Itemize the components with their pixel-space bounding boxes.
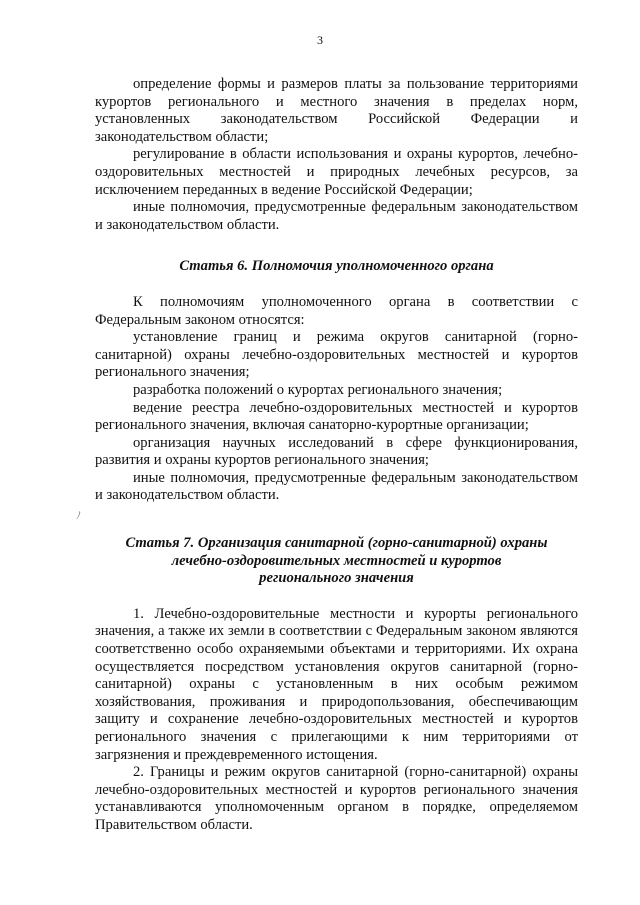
article-6-heading: Статья 6. Полномочия уполномоченного органа	[179, 258, 494, 275]
scan-mark: ﾉ	[76, 511, 81, 522]
paragraph: 2. Границы и режим округов санитарной (горно-санитарной) охраны лечебно-оздоровительных местностей и курортов регионального значения устанавливаются уполномоченным органом в порядке, определяемом Правительством области.	[95, 764, 578, 833]
article-7-heading-line: Статья 7. Организация санитарной (горно-санитарной) охраны	[125, 535, 548, 552]
paragraph: организация научных исследований в сфере функционирования, развития и охраны курортов регионального значения;	[95, 434, 578, 469]
paragraph: регулирование в области использования и охраны курортов, лечебно-оздоровительных местностей и природных лечебных ресурсов, за исключением переданных в ведение Российской Федерации;	[95, 146, 578, 198]
article-7-heading	[95, 535, 578, 588]
paragraph: иные полномочия, предусмотренные федеральным законодательством и законодательством области.	[95, 199, 578, 233]
paragraph: К полномочиям уполномоченного органа в соответствии с Федеральным законом относятся:	[95, 293, 578, 328]
document-body	[95, 76, 578, 835]
paragraph: разработка положений о курортах регионального значения;	[133, 381, 503, 398]
page-number: 3	[317, 33, 323, 47]
article-7-heading-line: лечебно-оздоровительных местностей и курортов	[171, 552, 502, 569]
article-7-heading-line: регионального значения	[259, 570, 414, 587]
paragraph: иные полномочия, предусмотренные федеральным законодательством и законодательством области.	[95, 469, 578, 504]
paragraph: определение формы и размеров платы за пользование территориями курортов регионального и местного значения в пределах норм, установленных законодательством Российской Федерации и законодательством области;	[95, 76, 578, 145]
paragraph: установление границ и режима округов санитарной (горно-санитарной) охраны лечебно-оздоровительных местностей и курортов регионального значения;	[95, 329, 578, 381]
paragraph: ведение реестра лечебно-оздоровительных местностей и курортов регионального значения, включая санаторно-курортные организации;	[95, 399, 578, 434]
paragraph: 1. Лечебно-оздоровительные местности и курорты регионального значения, а также их земли в соответствии с Федеральным законом являются соответственно особо охраняемыми объектами и территориями. Их охрана осуществляется посредством установления округов санитарной (горно-санитарной) охраны с установленным в них особым режимом хозяйствования, проживания и природопользования, обеспечивающим защиту и сохранение лечебно-оздоровительных местностей и курортов регионального значения с прилегающими к ним территориями от загрязнения и преждевременного истощения.	[95, 605, 578, 763]
